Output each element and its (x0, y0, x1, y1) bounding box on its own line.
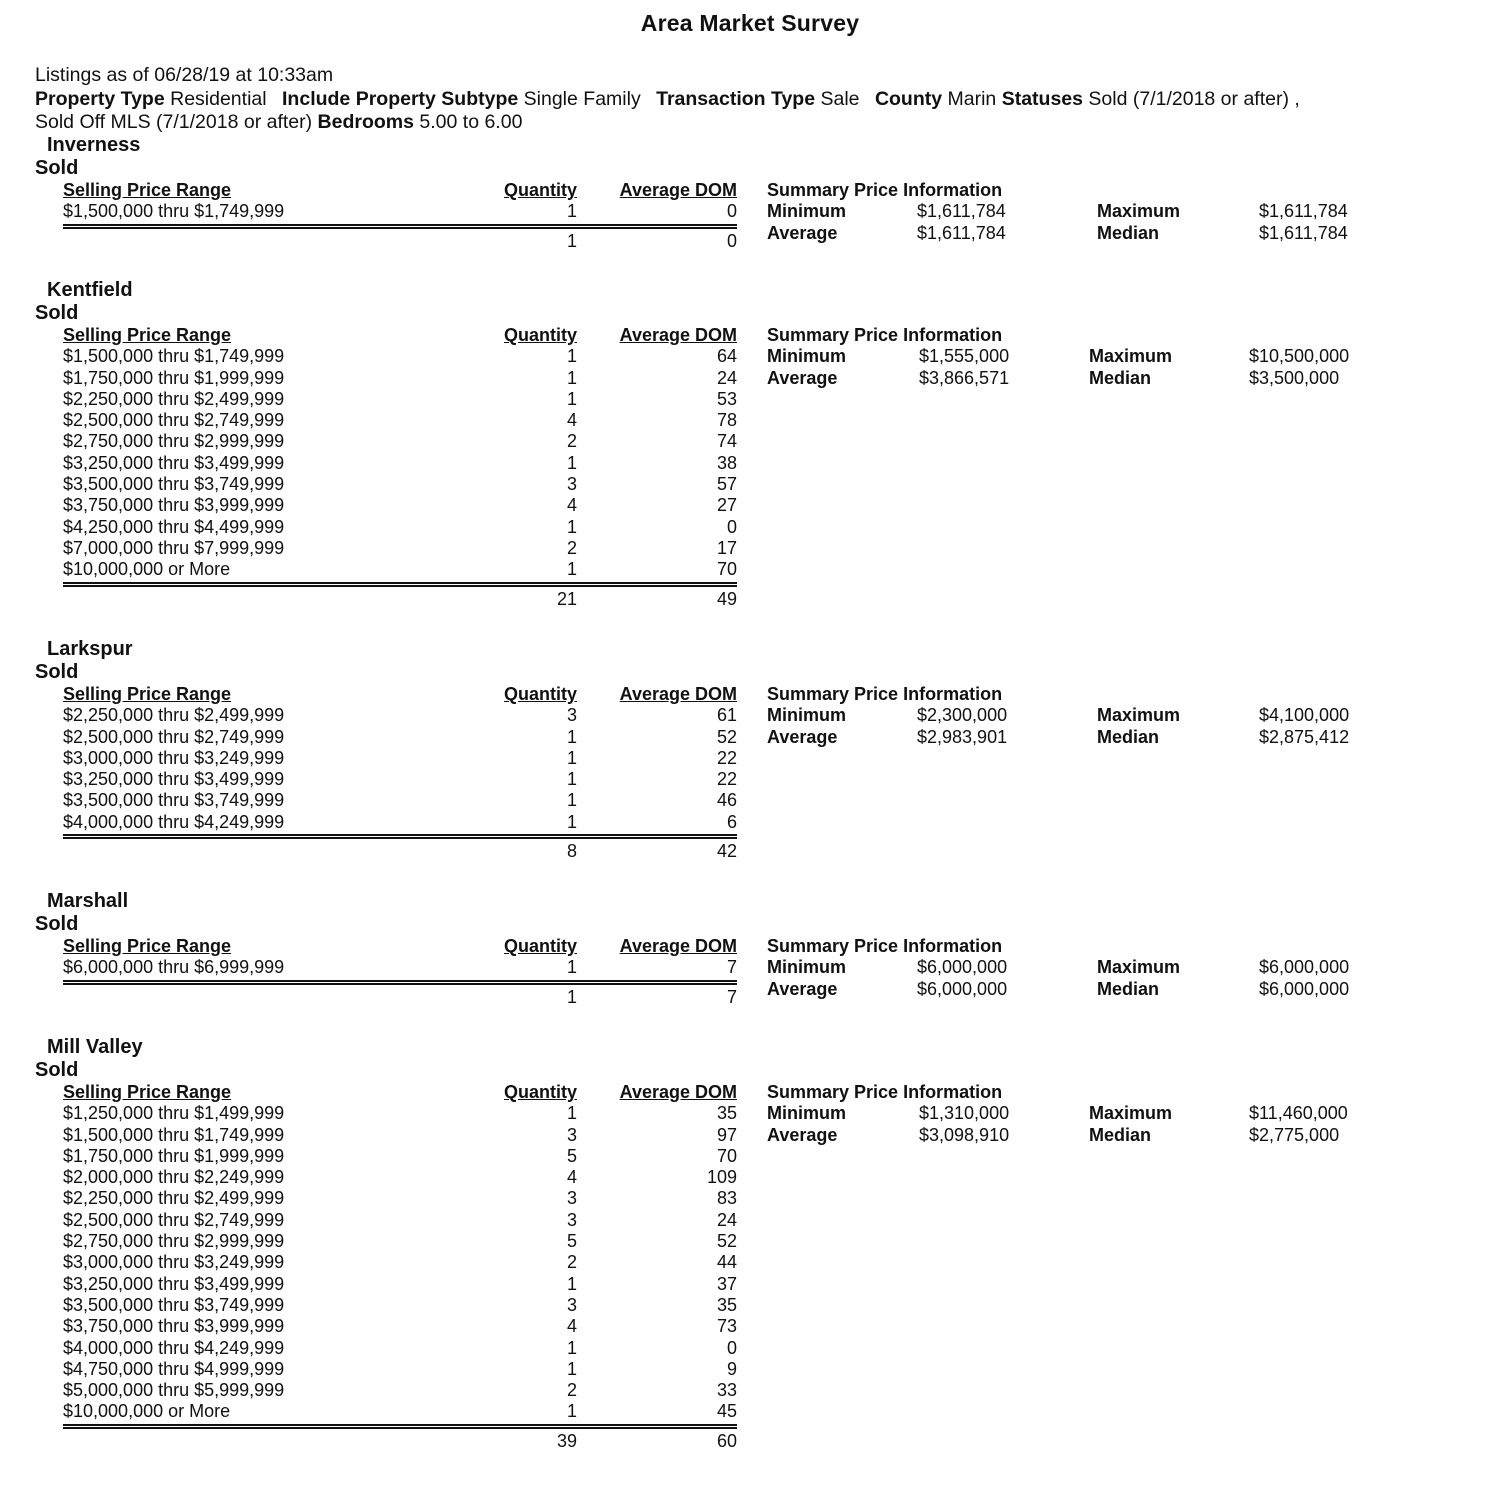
average-label: Average (767, 978, 838, 999)
quantity-cell: 4 (566, 1316, 577, 1337)
average-dom-cell: 0 (726, 516, 737, 537)
median-label: Median (1089, 1124, 1152, 1145)
quantity-cell: 1 (566, 201, 577, 222)
summary-row-min-max (767, 957, 1467, 978)
quantity-cell: 3 (566, 705, 577, 726)
maximum-label: Maximum (1097, 957, 1181, 978)
table-body (35, 1103, 1475, 1422)
total-quantity: 21 (556, 588, 577, 609)
criteria-line-2 (35, 111, 1475, 135)
price-range-cell: $3,000,000 thru $3,249,999 (63, 747, 285, 768)
area-name: Larkspur (47, 638, 133, 660)
average-dom-cell: 78 (716, 410, 737, 431)
price-range-cell: $3,750,000 thru $3,999,999 (63, 1316, 285, 1337)
table-row (35, 453, 1475, 474)
summary-row-avg-median (767, 223, 1467, 244)
col-header-dom: Average DOM (619, 936, 737, 956)
price-range-cell: $2,250,000 thru $2,499,999 (63, 1188, 285, 1209)
table-row (35, 517, 1475, 538)
area-name: Marshall (47, 890, 129, 912)
property-type-label: Property Type (35, 87, 165, 110)
average-value: $3,098,910 (919, 1124, 1010, 1145)
quantity-cell: 1 (566, 388, 577, 409)
price-range-table (35, 936, 1475, 1010)
total-quantity: 39 (556, 1430, 577, 1451)
quantity-cell: 3 (566, 1124, 577, 1145)
average-dom-cell: 46 (716, 790, 737, 811)
price-range-cell: $1,750,000 thru $1,999,999 (63, 1145, 285, 1166)
average-dom-cell: 61 (716, 705, 737, 726)
average-value: $2,983,901 (917, 726, 1008, 747)
col-header-dom: Average DOM (619, 325, 737, 345)
average-dom-cell: 70 (716, 559, 737, 580)
price-range-cell: $2,000,000 thru $2,249,999 (63, 1167, 285, 1188)
statuses-value: Sold (7/1/2018 or after) , (1088, 87, 1300, 110)
area-section-inverness (35, 134, 1475, 254)
table-row (35, 559, 1475, 580)
average-dom-cell: 17 (716, 537, 737, 558)
area-section-mill-valley (35, 1036, 1475, 1454)
table-row (35, 1231, 1475, 1252)
price-range-cell: $1,500,000 thru $1,749,999 (63, 1124, 285, 1145)
average-dom-cell: 24 (716, 1209, 737, 1230)
total-dom: 42 (716, 841, 737, 862)
table-row (35, 1146, 1475, 1167)
quantity-cell: 4 (566, 410, 577, 431)
price-range-cell: $2,250,000 thru $2,499,999 (63, 388, 285, 409)
summary-title: Summary Price Information (767, 684, 1003, 704)
quantity-cell: 5 (566, 1145, 577, 1166)
average-value: $6,000,000 (917, 978, 1008, 999)
report-criteria (35, 64, 1475, 135)
price-range-cell: $1,500,000 thru $1,749,999 (63, 346, 285, 367)
col-header-quantity: Quantity (503, 1082, 577, 1102)
average-dom-cell: 70 (716, 1145, 737, 1166)
average-dom-cell: 9 (726, 1358, 737, 1379)
maximum-value: $1,611,784 (1259, 201, 1348, 222)
transaction-type-value: Sale (820, 87, 860, 110)
price-range-cell: $10,000,000 or More (63, 559, 231, 580)
quantity-cell: 4 (566, 1167, 577, 1188)
table-row (35, 495, 1475, 516)
price-range-cell: $2,750,000 thru $2,999,999 (63, 1231, 285, 1252)
summary-title: Summary Price Information (767, 325, 1003, 345)
table-total-row (35, 839, 1475, 864)
median-label: Median (1097, 222, 1160, 243)
area-section-larkspur (35, 638, 1475, 864)
average-label: Average (767, 726, 838, 747)
subtype-value: Single Family (523, 87, 641, 110)
price-range-table (35, 1082, 1475, 1454)
table-row (35, 1252, 1475, 1273)
quantity-cell: 1 (566, 769, 577, 790)
average-dom-cell: 57 (716, 474, 737, 495)
table-row (35, 474, 1475, 495)
summary-row-avg-median (767, 368, 1467, 389)
table-row (35, 790, 1475, 811)
table-row (35, 1316, 1475, 1337)
quantity-cell: 2 (566, 1252, 577, 1273)
summary-row-min-max (767, 1103, 1467, 1124)
total-quantity: 1 (566, 230, 577, 251)
property-type-value: Residential (170, 87, 267, 110)
average-dom-cell: 73 (716, 1316, 737, 1337)
average-dom-cell: 44 (716, 1252, 737, 1273)
price-range-cell: $1,500,000 thru $1,749,999 (63, 201, 285, 222)
price-range-cell: $2,500,000 thru $2,749,999 (63, 410, 285, 431)
price-range-cell: $10,000,000 or More (63, 1401, 231, 1422)
price-range-cell: $1,250,000 thru $1,499,999 (63, 1103, 285, 1124)
table-row (35, 812, 1475, 833)
quantity-cell: 1 (566, 516, 577, 537)
price-range-cell: $2,500,000 thru $2,749,999 (63, 726, 285, 747)
quantity-cell: 1 (566, 957, 577, 978)
quantity-cell: 1 (566, 1358, 577, 1379)
minimum-label: Minimum (767, 957, 846, 978)
area-name: Mill Valley (47, 1036, 143, 1058)
minimum-value: $2,300,000 (917, 705, 1008, 726)
statuses-value-cont: Sold Off MLS (7/1/2018 or after) (35, 111, 313, 133)
area-name: Inverness (47, 134, 141, 156)
price-range-cell: $3,500,000 thru $3,749,999 (63, 1294, 285, 1315)
average-dom-cell: 35 (716, 1294, 737, 1315)
total-quantity: 1 (566, 986, 577, 1007)
average-label: Average (767, 222, 838, 243)
price-range-cell: $7,000,000 thru $7,999,999 (63, 537, 285, 558)
col-header-quantity: Quantity (503, 684, 577, 704)
table-row (35, 1167, 1475, 1188)
average-dom-cell: 64 (716, 346, 737, 367)
col-header-quantity: Quantity (503, 180, 577, 200)
statuses-label: Statuses (1001, 87, 1083, 110)
average-dom-cell: 33 (716, 1380, 737, 1401)
subtype-label: Include Property Subtype (282, 87, 519, 110)
average-dom-cell: 0 (726, 201, 737, 222)
quantity-cell: 3 (566, 1188, 577, 1209)
county-value: Marin (947, 87, 997, 110)
quantity-cell: 1 (566, 726, 577, 747)
col-header-range: Selling Price Range (63, 180, 232, 200)
summary-price-info (767, 1082, 1467, 1146)
median-value: $6,000,000 (1259, 978, 1350, 999)
criteria-line (35, 88, 1475, 112)
price-range-cell: $2,250,000 thru $2,499,999 (63, 705, 285, 726)
table-row (35, 1274, 1475, 1295)
quantity-cell: 1 (566, 747, 577, 768)
average-value: $1,611,784 (917, 222, 1006, 243)
price-range-cell: $3,500,000 thru $3,749,999 (63, 474, 285, 495)
table-row (35, 389, 1475, 410)
average-dom-cell: 45 (716, 1401, 737, 1422)
price-range-cell: $4,750,000 thru $4,999,999 (63, 1358, 285, 1379)
summary-row-min-max (767, 705, 1467, 726)
price-range-cell: $3,000,000 thru $3,249,999 (63, 1252, 285, 1273)
status-heading: Sold (35, 157, 79, 179)
price-range-cell: $1,750,000 thru $1,999,999 (63, 367, 285, 388)
summary-row-avg-median (767, 979, 1467, 1000)
median-label: Median (1089, 367, 1152, 388)
maximum-label: Maximum (1097, 705, 1181, 726)
minimum-label: Minimum (767, 1103, 846, 1124)
table-row (35, 1295, 1475, 1316)
maximum-value: $11,460,000 (1249, 1103, 1348, 1124)
average-dom-cell: 22 (716, 769, 737, 790)
area-section-kentfield (35, 279, 1475, 612)
report-title: Area Market Survey (640, 10, 860, 36)
price-range-table (35, 325, 1475, 612)
average-dom-cell: 7 (726, 957, 737, 978)
quantity-cell: 1 (566, 452, 577, 473)
maximum-value: $10,500,000 (1249, 346, 1350, 367)
table-total-row (35, 587, 1475, 612)
quantity-cell: 1 (566, 1401, 577, 1422)
total-quantity: 8 (566, 841, 577, 862)
price-range-cell: $3,250,000 thru $3,499,999 (63, 769, 285, 790)
col-header-dom: Average DOM (619, 1082, 737, 1102)
bedrooms-value: 5.00 to 6.00 (419, 111, 523, 133)
price-range-cell: $4,000,000 thru $4,249,999 (63, 811, 285, 832)
average-label: Average (767, 367, 838, 388)
quantity-cell: 1 (566, 1103, 577, 1124)
average-dom-cell: 83 (716, 1188, 737, 1209)
price-range-cell: $2,500,000 thru $2,749,999 (63, 1209, 285, 1230)
summary-price-info (767, 180, 1467, 244)
minimum-value: $1,555,000 (919, 346, 1010, 367)
average-dom-cell: 24 (716, 367, 737, 388)
maximum-value: $6,000,000 (1259, 957, 1350, 978)
median-label: Median (1097, 978, 1160, 999)
average-label: Average (767, 1124, 838, 1145)
price-range-cell: $3,750,000 thru $3,999,999 (63, 495, 285, 516)
price-range-cell: $6,000,000 thru $6,999,999 (63, 957, 285, 978)
minimum-label: Minimum (767, 705, 846, 726)
col-header-range: Selling Price Range (63, 684, 232, 704)
col-header-quantity: Quantity (503, 936, 577, 956)
price-range-cell: $4,250,000 thru $4,499,999 (63, 516, 285, 537)
average-dom-cell: 52 (716, 726, 737, 747)
col-header-quantity: Quantity (503, 325, 577, 345)
average-dom-cell: 38 (716, 452, 737, 473)
quantity-cell: 5 (566, 1231, 577, 1252)
average-dom-cell: 53 (716, 388, 737, 409)
total-dom: 0 (726, 230, 737, 251)
quantity-cell: 2 (566, 1380, 577, 1401)
price-range-cell: $5,000,000 thru $5,999,999 (63, 1380, 285, 1401)
minimum-value: $1,611,784 (917, 201, 1006, 222)
summary-title: Summary Price Information (767, 180, 1003, 200)
median-value: $1,611,784 (1259, 222, 1348, 243)
col-header-range: Selling Price Range (63, 325, 232, 345)
average-dom-cell: 37 (716, 1273, 737, 1294)
quantity-cell: 2 (566, 537, 577, 558)
col-header-dom: Average DOM (619, 180, 737, 200)
summary-row-min-max (767, 346, 1467, 367)
county-label: County (874, 87, 943, 110)
average-dom-cell: 27 (716, 495, 737, 516)
listings-as-of: Listings as of 06/28/19 at 10:33am (35, 64, 334, 86)
status-heading: Sold (35, 661, 79, 683)
summary-price-info (767, 936, 1467, 1000)
total-dom: 49 (716, 588, 737, 609)
price-range-table (35, 180, 1475, 254)
table-row (35, 1338, 1475, 1359)
table-row (35, 769, 1475, 790)
price-range-table (35, 684, 1475, 864)
table-row (35, 748, 1475, 769)
price-range-cell: $3,500,000 thru $3,749,999 (63, 790, 285, 811)
quantity-cell: 2 (566, 431, 577, 452)
average-dom-cell: 52 (716, 1231, 737, 1252)
quantity-cell: 1 (566, 346, 577, 367)
quantity-cell: 3 (566, 1209, 577, 1230)
transaction-type-label: Transaction Type (656, 87, 816, 110)
quantity-cell: 1 (566, 790, 577, 811)
summary-price-info (767, 325, 1467, 389)
table-total-row (35, 1429, 1475, 1454)
table-row (35, 1380, 1475, 1401)
summary-row-avg-median (767, 1125, 1467, 1146)
median-label: Median (1097, 726, 1160, 747)
quantity-cell: 1 (566, 367, 577, 388)
area-section-marshall (35, 890, 1475, 1010)
table-row (35, 1359, 1475, 1380)
maximum-value: $4,100,000 (1259, 705, 1350, 726)
price-range-cell: $3,250,000 thru $3,499,999 (63, 452, 285, 473)
bedrooms-label: Bedrooms (317, 111, 414, 133)
average-dom-cell: 74 (716, 431, 737, 452)
status-heading: Sold (35, 913, 79, 935)
area-name: Kentfield (47, 279, 133, 301)
quantity-cell: 1 (566, 1337, 577, 1358)
average-dom-cell: 109 (706, 1167, 737, 1188)
quantity-cell: 1 (566, 1273, 577, 1294)
minimum-value: $6,000,000 (917, 957, 1008, 978)
maximum-label: Maximum (1089, 1103, 1173, 1124)
status-heading: Sold (35, 1059, 79, 1081)
quantity-cell: 3 (566, 474, 577, 495)
average-dom-cell: 6 (726, 811, 737, 832)
average-dom-cell: 22 (716, 747, 737, 768)
table-row (35, 431, 1475, 452)
median-value: $2,775,000 (1249, 1124, 1340, 1145)
average-dom-cell: 35 (716, 1103, 737, 1124)
price-range-cell: $3,250,000 thru $3,499,999 (63, 1273, 285, 1294)
average-dom-cell: 97 (716, 1124, 737, 1145)
summary-row-avg-median (767, 727, 1467, 748)
minimum-value: $1,310,000 (919, 1103, 1010, 1124)
average-value: $3,866,571 (919, 367, 1010, 388)
total-dom: 7 (726, 986, 737, 1007)
quantity-cell: 3 (566, 1294, 577, 1315)
quantity-cell: 1 (566, 811, 577, 832)
summary-price-info (767, 684, 1467, 748)
table-row (35, 410, 1475, 431)
col-header-dom: Average DOM (619, 684, 737, 704)
price-range-cell: $2,750,000 thru $2,999,999 (63, 431, 285, 452)
maximum-label: Maximum (1097, 201, 1181, 222)
maximum-label: Maximum (1089, 346, 1173, 367)
col-header-range: Selling Price Range (63, 1082, 232, 1102)
minimum-label: Minimum (767, 346, 846, 367)
col-header-range: Selling Price Range (63, 936, 232, 956)
status-heading: Sold (35, 302, 79, 324)
summary-title: Summary Price Information (767, 936, 1003, 956)
summary-title: Summary Price Information (767, 1082, 1003, 1102)
quantity-cell: 1 (566, 559, 577, 580)
median-value: $3,500,000 (1249, 367, 1340, 388)
quantity-cell: 4 (566, 495, 577, 516)
average-dom-cell: 0 (726, 1337, 737, 1358)
table-row (35, 1401, 1475, 1422)
table-row (35, 538, 1475, 559)
median-value: $2,875,412 (1259, 726, 1350, 747)
summary-row-min-max (767, 201, 1467, 222)
total-dom: 60 (716, 1430, 737, 1451)
minimum-label: Minimum (767, 201, 846, 222)
table-row (35, 1210, 1475, 1231)
price-range-cell: $4,000,000 thru $4,249,999 (63, 1337, 285, 1358)
table-row (35, 1188, 1475, 1209)
